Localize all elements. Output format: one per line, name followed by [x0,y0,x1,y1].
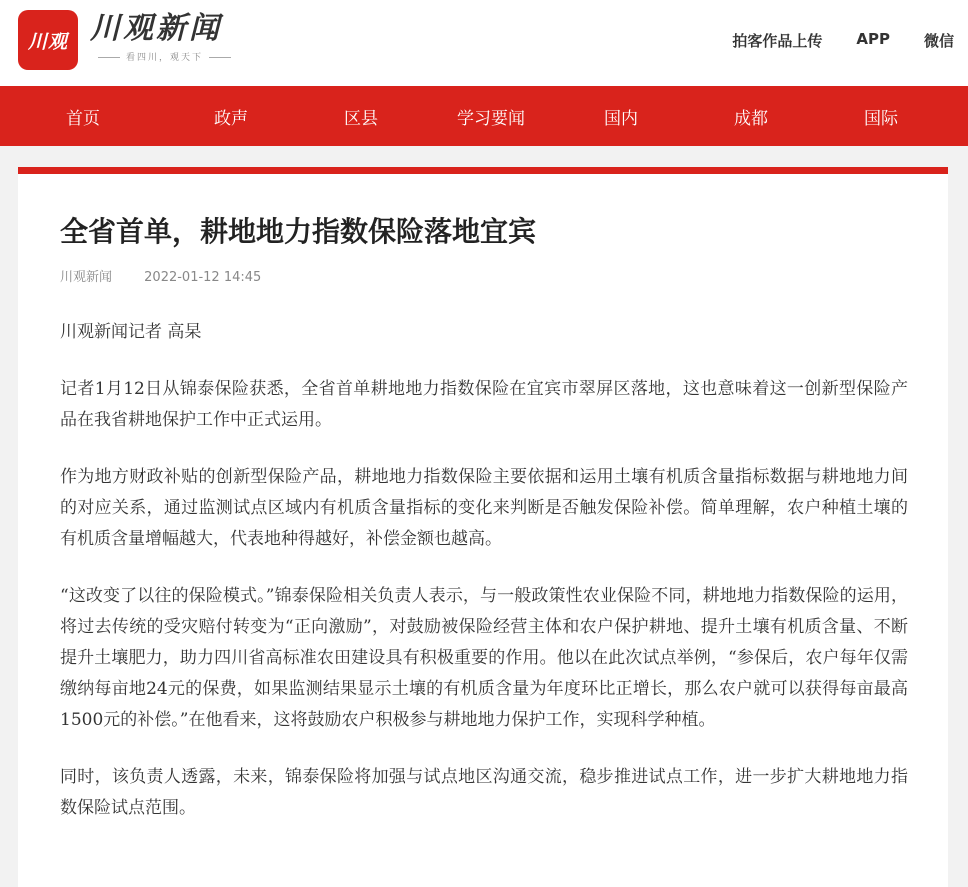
article-author: 川观新闻记者 高杲 [60,322,202,342]
article-paragraph: 作为地方财政补贴的创新型保险产品，耕地地力指数保险主要依据和运用土壤有机质含量指标数据与耕地地力间的对应关系，通过监测试点区域内有机质含量指标的变化来判断是否触发保险补偿。简单理解，农户种植土壤的有机质含量增幅越大，代表地种得越好，补偿金额也越高。 [60,467,908,549]
site-header [0,0,968,86]
main-nav [0,86,968,146]
article-paragraph: 同时，该负责人透露，未来，锦泰保险将加强与试点地区沟通交流，稳步推进试点工作，进一步扩大耕地地力指数保险试点范围。 [60,767,908,818]
article-meta [60,266,908,285]
article-source: 川观新闻 [60,270,113,285]
nav-domestic[interactable]: 国内 [604,108,638,129]
top-links [698,30,954,51]
article-body [60,317,908,824]
nav-chengdu[interactable]: 成都 [734,108,768,129]
upload-link[interactable]: 拍客作品上传 [732,32,823,50]
nav-politics[interactable]: 政声 [214,108,248,129]
logo-mark: 川观 [27,30,68,53]
site-brand[interactable] [90,10,237,63]
article-datetime: 2022-01-12 14:45 [144,270,262,285]
article [18,167,948,887]
nav-study[interactable]: 学习要闻 [457,108,525,129]
site-logo[interactable] [18,10,78,70]
nav-international[interactable]: 国际 [864,108,898,129]
article-paragraph: 记者1月12日从锦泰保险获悉，全省首单耕地地力指数保险在宜宾市翠屏区落地，这也意味着这一创新型保险产品在我省耕地保护工作中正式运用。 [60,379,908,430]
nav-counties[interactable]: 区县 [344,108,378,129]
article-paragraph: “这改变了以往的保险模式。”锦泰保险相关负责人表示，与一般政策性农业保险不同，耕地地力指数保险的运用，将过去传统的受灾赔付转变为“正向激励”，对鼓励被保险经营主体和农户保护耕地、提升土壤有机质含量、不断提升土壤肥力，助力四川省高标准农田建设具有积极重要的作用。他以在此次试点举例，“参保后，农户每年仅需缴纳每亩地24元的保费，如果监测结果显示土壤的有机质含量为年度环比正增长，那么农户就可以获得每亩最高1500元的补偿。”在他看来，这将鼓励农户积极参与耕地地力保护工作，实现科学种植。 [60,586,908,730]
article-title: 全省首单，耕地地力指数保险落地宜宾 [60,215,537,248]
nav-home[interactable]: 首页 [66,108,100,129]
site-slogan: 看四川，观天下 [90,50,237,63]
wechat-link[interactable]: 微信 [923,32,954,50]
app-link[interactable]: APP [856,30,890,48]
site-name: 川观新闻 [90,11,222,46]
